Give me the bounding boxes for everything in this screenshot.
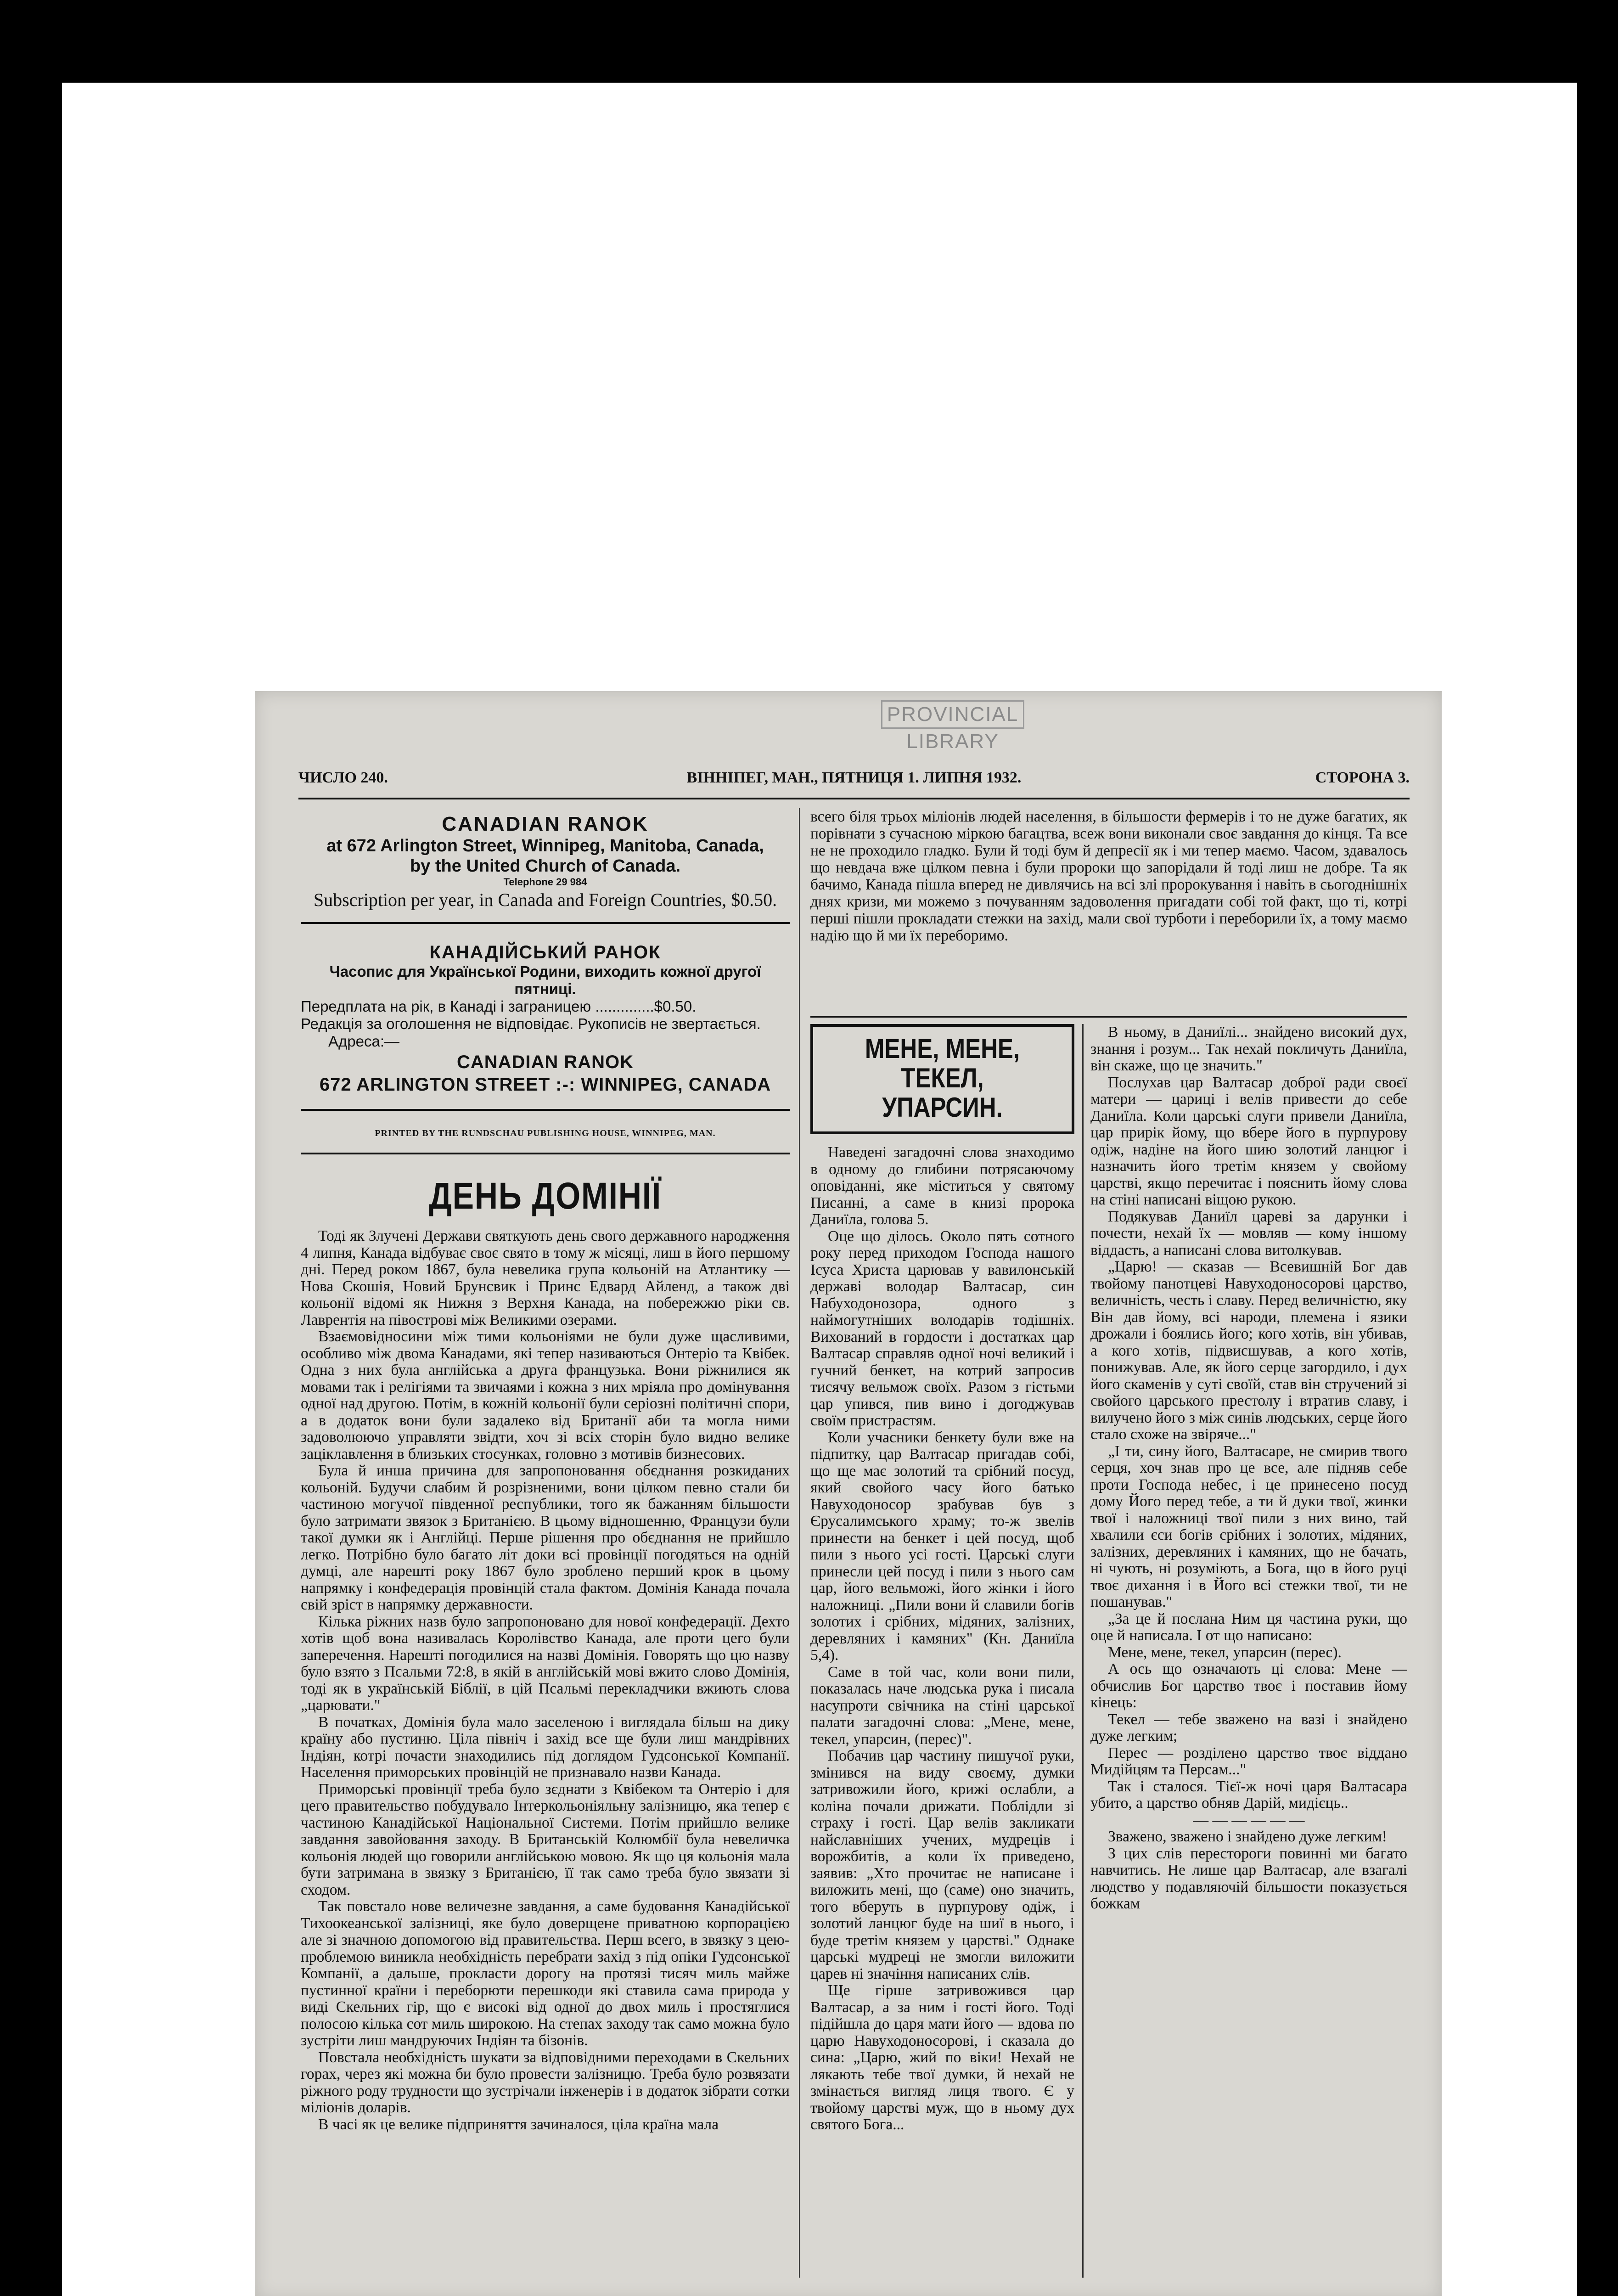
paragraph: Повстала необхідність шукати за відповідними переходами в Скельних горах, через які можна би було провести залізницю. Треба було розвязати ріжного роду трудности що зустрічали інженерів і в додаток зібрати сотки міліонів доларів. <box>301 2048 790 2116</box>
continuation-rule <box>810 1016 1407 1018</box>
paragraph: Так і сталося. Тієї-ж ночі царя Валтасара убито, а царство обняв Дарій, мидієць.. <box>1090 1778 1407 1812</box>
left-column <box>301 808 790 2278</box>
masthead-subscription: Subscription per year, in Canada and Foreign Countries, $0.50. <box>313 889 777 910</box>
mene-body-b <box>1090 1024 1407 1913</box>
newspaper-page <box>255 691 1442 2296</box>
paragraph: „І ти, сину його, Валтасаре, не смирив твого серця, хоч знав про це все, але підняв себе проти Господа небес, і це принесено посуд дому Його перед тебе, а ти й дуки твої, жинки твої і наложниці твої пили з них вино, тай хвалили єси богів срібних і золотих, мідяних, залізних, деревляних і камяних, що не бачать, ні чують, ні розуміють, а Бога, що в його руці твоє дихання і в Його всі стежки твої, ти не пошанував." <box>1090 1442 1407 1610</box>
ua-rule-top <box>301 1109 790 1111</box>
dateline: ВІННІПЕГ, МАН., ПЯТНИЦЯ 1. ЛИПНЯ 1932. <box>686 769 1022 786</box>
masthead-address-1: at 672 Arlington Street, Winnipeg, Manitoba, Canada, <box>326 836 764 855</box>
ua-address-label: Адреса:— <box>328 1033 399 1050</box>
paragraph: В ньому, в Даниїлі... знайдено високий дух, знання і розум... Так нехай покличуть Даниїла, він скаже, що це значить." <box>1090 1024 1407 1074</box>
stamp-line-2: LIBRARY <box>906 730 999 753</box>
ua-address-street: 672 ARLINGTON STREET :-: WINNIPEG, CANADA <box>319 1075 771 1095</box>
title-line-2: УПАРСИН. <box>882 1092 1003 1123</box>
paragraph: Подякував Даниїл цареві за дарунки і почести, нехай їх — мовляв — кому іншому віддасть, а написані слова витолкував. <box>1090 1208 1407 1259</box>
masthead-title: CANADIAN RANOK <box>442 813 649 835</box>
page-header <box>298 769 1410 797</box>
column-divider <box>1082 1024 1084 2278</box>
paragraph: Послухав цар Валтасар доброї ради своєї матери — цариці і велів привести до себе Даниїла. Коли царські слуги привели Даниїла, цар прирік йому, що вбере його в пурпурову одіж, надіне на його шию золотий ланцюг і назначить його третім князем у свойому царстві, якщо перечитає і пояснить йому слова на стіні написані віщою рукою. <box>1090 1074 1407 1208</box>
printed-by: PRINTED BY THE RUNDSCHAU PUBLISHING HOUSE, WINNIPEG, MAN. <box>375 1128 716 1138</box>
paragraph: Саме в той час, коли вони пили, показалась наче людська рука і писала насупроти свічника на стіні царської палати загадочні слова: „Мене, мене, текел, упарсин, (перес)". <box>810 1663 1074 1748</box>
stamp-line-1: PROVINCIAL <box>881 700 1025 729</box>
mene-body-a <box>810 1144 1074 2133</box>
title-line-1: МЕНЕ, МЕНЕ, ТЕКЕЛ, <box>865 1033 1020 1093</box>
paragraph: „За це й послана Ним ця частина руки, що оце й написала. І от що написано: <box>1090 1610 1407 1644</box>
paragraph: Кілька ріжних назв було запропоновано для нової конфедерації. Дехто хотів щоб вона називалась Королівство Канада, але проти цего були заперечення. Нарешті погодилися на назві Домінія. Говорять що цю назву було взято з Псальми 72:8, в якій в англійській мові вжито слово Домінія, тоді як в українській Біблії, в цій Псальмі перекладчики вжиють слова „царювати." <box>301 1613 790 1714</box>
article-title-dominion-day: ДЕНЬ ДОМІНІЇ <box>429 1175 662 1217</box>
paragraph: Текел — тебе зважено на вазі і знайдено дуже легким; <box>1090 1711 1407 1745</box>
library-stamp <box>861 700 1045 755</box>
separator: — — — — — — <box>1193 1811 1305 1829</box>
english-masthead <box>301 813 790 910</box>
paragraph: всего біля трьох міліонів людей населення, в більшости фермерів і то не дуже багатих, як порівнати з сучасною міркою багацтва, всеж вони виконали своє завдання до кінця. Та все не не проходило гладко. Були й тоді бум й депресії як і ми тепер маємо. Часом, здавалось що невдача вже цілком певна і були пророки що запорідали й тоді лиш не добре. Та як бачимо, Канада пішла вперед не дивлячись на всі злі пророкування і навіть в сьогоднішніх днях кризи, ми можемо з почуванням задоволення пригадати собі той факт, що ті, котрі перші пішли прокладати стежки на захід, мали свої турботи і переборили їх, а тому маємо надію що й ми їх переборимо. <box>810 808 1407 944</box>
paragraph: Так повстало нове величезне завдання, а саме будовання Канадійської Тихоокеанської залізниці, яке було доверщене приватною корпорацією але зі значною допомогою від правительства. Перш всего, в звязку з цею-проблемою виникла необхідність перебрати захід з під опіки Гудсонської Компанії, а дальше, прокласти дорогу на протязі тисяч миль майже пустинної країни і переборюти перешкоди які ставила сама природа у виді Скельних гір, що є високі від одної до двох миль і простяглися полосою кілька сот миль широкою. На степах заходу так само можна було зустріти лиш мандруючих Індіян та бізонів. <box>301 1898 790 2049</box>
paragraph: Приморські провінції треба було зєднати з Квібеком та Онтеріо і для цего правительство побудувало Інтеркольоніяльну залізницю, яка тепер є частиною Канадійської Національної Системи. Потім прийшло велике завдання завойовання заходу. В Британській Колюмбії була невеличка кольонія людей що говорили англійською мовою. Як що ця кольонія мала бути затримана в звязку з Британією, її так само треба було звязати зі сходом. <box>301 1780 790 1898</box>
paragraph: Перес — розділено царство твоє віддано Мидійцям та Персам..." <box>1090 1744 1407 1778</box>
ukrainian-masthead <box>301 942 790 1095</box>
mene-article-col-b <box>1090 1024 1407 1913</box>
mene-article-col-a <box>810 1024 1074 2133</box>
ua-address-name: CANADIAN RANOK <box>456 1052 634 1072</box>
column-divider <box>799 808 800 2278</box>
article-title-mene <box>810 1024 1074 1134</box>
paragraph: Мене, мене, текел, упарсин (перес). <box>1108 1643 1342 1661</box>
paragraph: Тоді як Злучені Держави святкують день свого державного народження 4 липня, Канада відбуває своє свято в тому ж місяці, лиш в його першому дні. Перед роком 1867, була невелика група кольоній на Атлантику — Нова Скошія, Новий Брунсвик і Принс Едвард Айленд, а також дві кольонії відомі як Нижня з Верхня Канада, на побережжю ріки св. Лаврентія на півострові між Великими озерами. <box>301 1227 790 1328</box>
page-number: СТОРОНА 3. <box>1315 769 1410 786</box>
paragraph: Наведені загадочні слова знаходимо в одному до глибини потрясаючому оповіданні, яке міститься у святому Писанні, а саме в книзі пророка Даниїла, голова 5. <box>810 1144 1074 1228</box>
right-column <box>810 808 1407 2278</box>
article-body-dominion-day <box>301 1228 790 2133</box>
ua-subtitle: Часопис для Української Родини, виходить кожної другої пятниці. <box>329 963 761 997</box>
paragraph: Була й инша причина для запропоновання обєднання розкиданих кольоній. Будучи слабим й розрізненими, вони цілком певно стали би частиною могучої південної республики, того як бажанням більшости було затримати звязок з Британією. В цьому відношенню, Французи були такої думки як і Англійці. Перше рішення про обєднання не прийшло легко. Потрібно було багато літ доки всі провінції погодяться на одній думці, але нарешті року 1867 було зроблено перший крок в цьому напрямку і конфедерація провінцій стала фактом. Домінія Канада почала свій зріст в напрямку державности. <box>301 1462 790 1613</box>
paragraph: Коли учасники бенкету були вже на підпитку, цар Валтасар пригадав собі, що ще має золотий та срібний посуд, який свойого часу його батько Навуходоносор зрабував був з Єрусалимського храму; то-ж звелів принести на бенкет і цей посуд, щоб пили з нього усі гості. Царські слуги принесли цей посуд і пили з нього сам цар, його вельможі, його жінки і його наложниці. „Пили вони й славили богів золотих і срібних, мідяних, залізних, деревляних і камяних" (Кн. Даниїла 5,4). <box>810 1429 1074 1664</box>
paragraph: Побачив цар частину пишучої руки, змінився на виду своєму, думки затривожили його, крижі ослабли, а коліна почали дрижати. Поблідли зі страху і гості. Цар велів закликати найславніших учених, мудреців і ворожбитів, а коли їх приведено, заявив: „Хто прочитає не написане і виложить мені, що (саме) оно значить, того вберуть в пурпурову одіж, і золотий ланцюг буде на шиї в нього, і буде третім князем у царстві." Однаке царські мудреці не змогли виложити царев ні значіння написаних слів. <box>810 1747 1074 1982</box>
header-rule <box>298 798 1410 799</box>
masthead-address-2: by the United Church of Canada. <box>410 856 681 876</box>
ua-rule-bottom <box>301 1153 790 1154</box>
masthead-rule <box>301 922 790 924</box>
paragraph: Оце що ділось. Около пять сотного року перед приходом Господа нашого Ісуса Христа царював у вавилонській державі володар Валтасар, син Набуходонозора, одного з наймогутніших володарів тодішніх. Вихований в гордости і достатках цар Валтасар справляв одної ночі великий і гучний бенкет, на котрий запросив тисячу вельмож своїх. Разом з гістьми цар упився, пив вино і догоджував своїм пристрастям. <box>810 1227 1074 1429</box>
dominion-day-continued <box>810 808 1407 944</box>
ua-note: Редакція за оголошення не відповідає. Рукописів не звертається. <box>301 1015 761 1032</box>
paragraph: Зважено, зважено і знайдено дуже легким! <box>1108 1828 1387 1845</box>
paragraph: А ось що означають ці слова: Мене — обчислив Бог царство твоє і поставив йому кінець: <box>1090 1660 1407 1711</box>
masthead-telephone: Telephone 29 984 <box>503 876 587 888</box>
paragraph: В часі як це велике підприняття зачиналося, ціла країна мала <box>318 2116 719 2133</box>
paragraph: Ще гірше затривожився цар Валтасар, а за ним і гості його. Тоді підійшла до царя мати його — вдова по царю Навуходоносорові, і сказала до сина: „Царю, жий по віки! Нехай не лякають тебе твої думки, й нехай не змінається вигляд лиця твого. Є у твойому царстві муж, що в ньому дух святого Бога... <box>810 1982 1074 2133</box>
paragraph: „Царю! — сказав — Всевишній Бог дав твойому панотцеві Навуходоносорові царство, величність, честь і славу. Перед величністю, яку Він дав йому, всі народи, племена і язики дрожали і боялись його; кого хотів, він убивав, а кого хотів, підвисшував, а кого хотів, понижував. Але, як його серце загордило, і дух його скаменів у суті своїй, став він стручений зі свойого царського престолу і втратив славу, і вилучено його з між синів людських, серце його стало схоже на звіряче..." <box>1090 1258 1407 1443</box>
ua-title: КАНАДІЙСЬКИЙ РАНОК <box>429 942 661 962</box>
paragraph: В початках, Домінія була мало заселеною і виглядала більш на дику країну або пустиню. Ціла північ і захід все ще були лиш мандрівних Індіян, котрі почасти знаходились під доглядом Гудсонської Компанії. Населення приморських провінцій не признавало назви Канада. <box>301 1713 790 1781</box>
paragraph: Взаємовідносини між тими кольоніями не були дуже щасливими, особливо між двома Канадами, які тепер називаються Онтеріо та Квібек. Одна з них була англійська а друга французька. Вони ріжнилися як мовами так і релігіями та звичаями і кожна з них мріяла про домінування одної над другою. Потім, в кожній кольонії були серіозні політичні спори, а в додаток вони були задалеко від Британії аби та могла ними задоволюючо управляти звідти, хоч зі всіх сторін було видно велике заціклавлення в близьких стосунках, головно з мотивів бизнесових. <box>301 1328 790 1463</box>
issue-number: ЧИСЛО 240. <box>298 769 388 786</box>
ua-prepay: Передплата на рік, в Канаді і заграницею ..............$0.50. <box>301 998 697 1015</box>
paragraph: З цих слів перестороги повинні ми багато навчитись. Не лише цар Валтасар, але взагалі людство у подавляючій більшости показується божкам <box>1090 1845 1407 1912</box>
